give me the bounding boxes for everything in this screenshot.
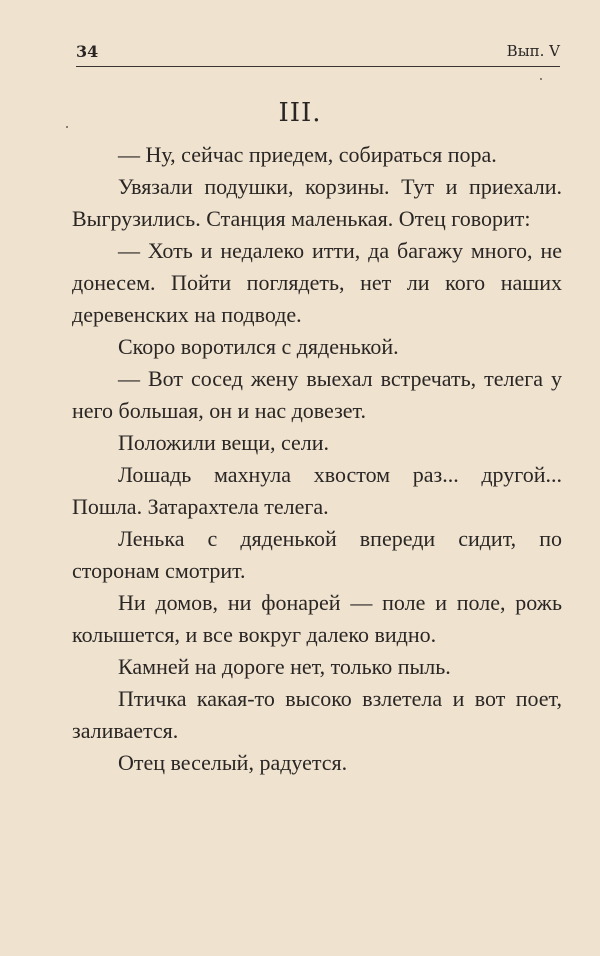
paragraph: Камней на дороге нет, только пыль. [118, 654, 451, 679]
paragraph: — Ну, сейчас приедем, собираться пора. [118, 142, 497, 167]
paragraph: — Вот сосед жену выехал встречать, телега у него большая, он и нас довезет. [72, 366, 562, 423]
chapter-title: III. [278, 98, 322, 128]
issue-label: Вып. V [506, 42, 560, 60]
header-rule [76, 66, 560, 67]
page-number: 34 [76, 42, 99, 61]
paragraph: Птичка какая-то высоко взлетела и вот поет, заливается. [72, 686, 562, 743]
paragraph: — Хоть и недалеко итти, да багажу много, не донесем. Пойти поглядеть, нет ли кого наших деревенских на подводе. [72, 238, 562, 327]
paragraph: Положили вещи, сели. [118, 430, 330, 455]
paragraph: Увязали подушки, корзины. Тут и приехали. Выгрузились. Станция маленькая. Отец говорит: [72, 174, 562, 231]
running-header [76, 42, 560, 68]
paragraph: Скоро воротился с дяденькой. [118, 334, 399, 359]
paragraph: Ленька с дяденькой впереди сидит, по сторонам смотрит. [72, 526, 562, 583]
paragraph: Отец веселый, радуется. [118, 750, 348, 775]
paper-speck [66, 126, 68, 128]
body-text [72, 139, 562, 779]
paragraph: Лошадь махнула хвостом раз... другой... Пошла. Затарахтела телега. [72, 462, 562, 519]
paper-speck [540, 78, 542, 80]
paragraph: Ни домов, ни фонарей — поле и поле, рожь колышется, и все вокруг далеко видно. [72, 590, 562, 647]
